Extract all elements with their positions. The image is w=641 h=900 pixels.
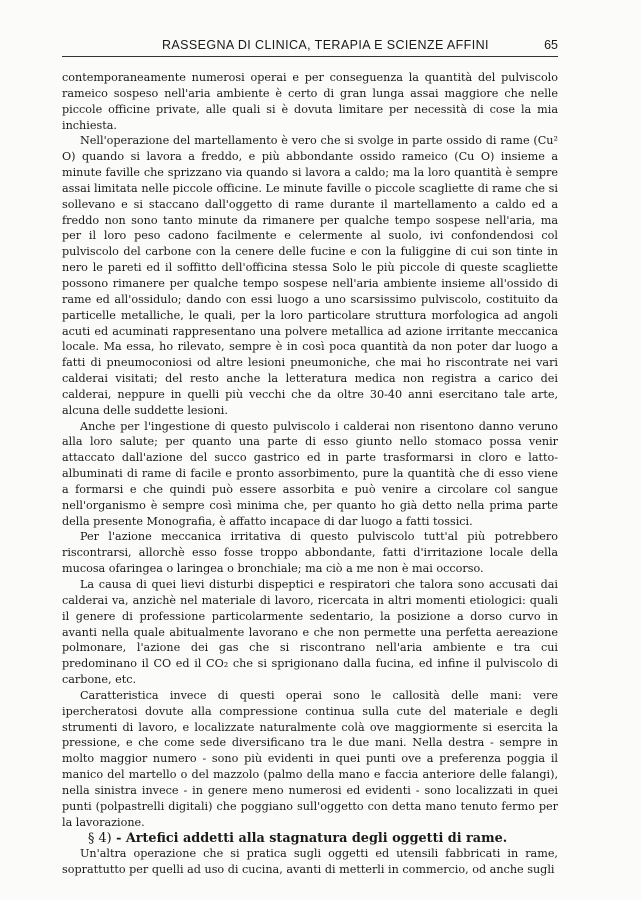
paragraph-azione-meccanica: Per l'azione meccanica irritativa di questo pulviscolo tutt'al più potrebbero riscontrarsi, allorchè esso fosse troppo abbondante, fatti d'irritazione locale della mucosa ofaringea o laringea o bronchiale; ma ciò a me non è mai occorso. [62,530,558,576]
section-heading [62,831,558,847]
running-header [62,38,558,57]
body-text [62,70,558,878]
paragraph-stagnatura: Un'altra operazione che si pratica sugli oggetti ed utensili fabbricati in rame, soprattutto per quelli ad uso di cucina, avanti di metterli in commercio, od anche sugli [62,847,558,877]
page-number: 65 [544,38,558,52]
section-title: - Artefici addetti alla stagnatura degli oggetti di rame. [116,830,508,846]
section-number: § 4) [88,830,112,846]
paragraph-disturbi: La causa di quei lievi disturbi dispeptici e respiratori che talora sono accusati dai calderai va, anzichè nel materiale di lavoro, ricercata in altri momenti etiologici: quali il genere di professione particolarmente sedentario, la posizione a dorso curvo in avanti nella quale abitualmente lavorano e che non permette una perfetta aereazione polmonare, l'azione dei gas che si riscontrano nell'aria ambiente e tra cui predominano il CO ed il CO₂ che si sprigionano dalla fucina, ed infine il pulviscolo di carbone, etc. [62,578,558,687]
paragraph-continuation: contemporaneamente numerosi operai e per conseguenza la quantità del pulviscolo rameico sospeso nell'aria ambiente è certo di gran lunga assai maggiore che nelle piccole officine private, alle quali si è dovuta limitare per necessità di cose la mia inchiesta. [62,71,558,132]
paragraph-callosita: Caratteristica invece di questi operai sono le callosità delle mani: vere ipercheratosi dovute alla compressione continua sulla cute del materiale e degli strumenti di lavoro, e localizzate naturalmente colà ove maggiormente si esercita la pressione, e che come sede diversificano tra le due mani. Nella destra - sempre in molto maggior numero - sono più evidenti in quei punti ove a preferenza poggia il manico del martello o del mazzolo (palmo della mano e faccia anteriore delle falangi), nella sinistra invece - in genere meno numerosi ed evidenti - sono localizzati in quei punti (polpastrelli digitali) che poggiano sull'oggetto con detta mano tenuto fermo per la lavorazione. [62,688,558,829]
header-title: RASSEGNA DI CLINICA, TERAPIA E SCIENZE AFFINI [162,38,489,52]
paragraph-ingestione: Anche per l'ingestione di questo pulviscolo i calderai non risentono danno veruno alla loro salute; per quanto una parte di esso giunto nello stomaco possa venir attaccato dall'azione del succo gastrico ed in parte trasformarsi in cloro e latto-albuminati di rame di facile e pronto assorbimento, pure la quantità che di esso viene a formarsi e che quindi può essere assorbita e può venire a circolare col sangue nell'organismo è sempre così minima che, per quanto ho già detto nella prima parte della presente Monografia, è affatto incapace di dar luogo a fatti tossici. [62,419,558,528]
paragraph-martellamento: Nell'operazione del martellamento è vero che si svolge in parte ossido di rame (Cu² O) quando si lavora a freddo, e più abbondante ossido rameico (Cu O) insieme a minute faville che sprizzano via quando si lavora a caldo; ma la loro quantità è sempre assai limitata nelle piccole officine. Le minute faville o piccole scagliette di rame che si sollevano e si staccano dall'oggetto di rame durante il martellamento a caldo ed a freddo non sono tanto minute da rimanere per qualche tempo sospese nell'aria, ma per il loro peso cadono facilmente e celermente al suolo, ivi confondendosi col pulviscolo del carbone con la cenere delle fucine e con la fuliggine di cui son tinte in nero le pareti ed il soffitto dell'officina stessa Solo le più piccole di queste scagliette possono rimanere per qualche tempo sospese nell'aria ambiente insieme all'ossido di rame ed all'ossidulo; dando con essi luogo a uno scarsissimo pulviscolo, costituito da particelle metalliche, le quali, per la loro particolare struttura morfologica ad angoli acuti ed acuminati rappresentano una polvere metallica ad azione irritante meccanica locale. Ma essa, ho rilevato, sempre è in così poca quantità da non poter dar luogo a fatti di pneumoconiosi od altre lesioni pneumoniche, che mai ho riscontrate nei vari calderai visitati; del resto anche la letteratura medica non registra a carico dei calderai, neppure in quelli più vecchi che da oltre 30-40 anni esercitano tale arte, alcuna delle suddette lesioni. [62,134,558,417]
